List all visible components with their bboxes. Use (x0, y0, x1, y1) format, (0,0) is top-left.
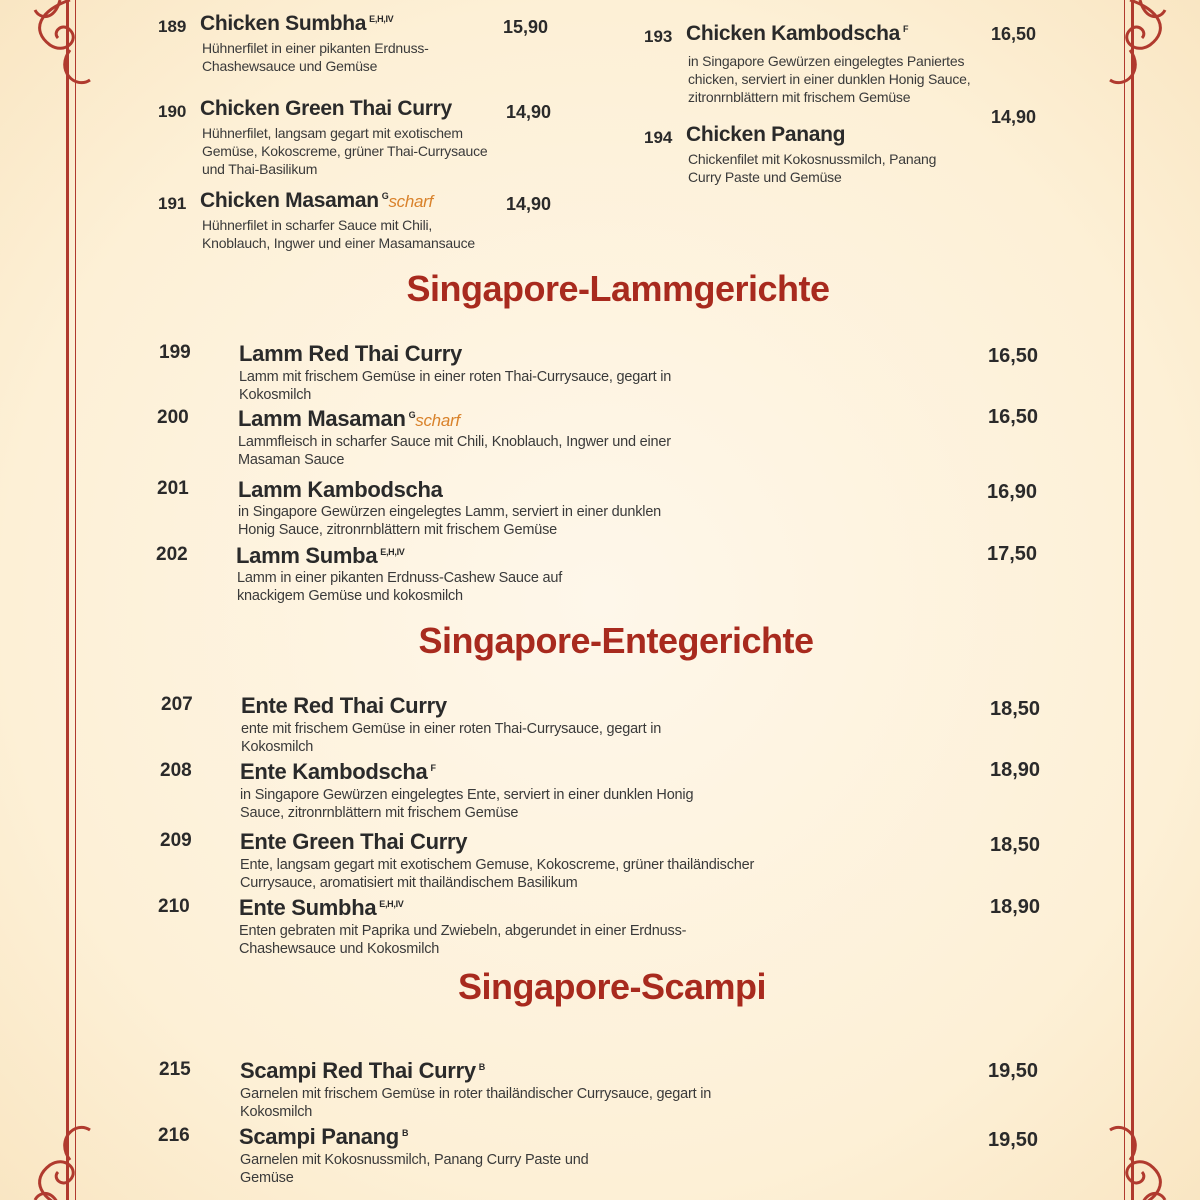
item-name: Chicken Green Thai Curry (200, 97, 452, 120)
right-border (1124, 0, 1134, 1200)
item-price: 14,90 (991, 107, 1037, 127)
item-number: 190 (158, 102, 187, 121)
item-name: Scampi Red Thai Curry $^B$ (240, 1058, 485, 1083)
item-name: Ente Green Thai Curry (240, 829, 468, 854)
ornament-bottom-right-icon (1080, 1100, 1200, 1200)
item-name: Chicken Panang (686, 123, 846, 146)
item-number: 191 (158, 194, 187, 213)
item-name: Chicken Kambodscha $^F$ (686, 22, 909, 45)
item-number: 210 (158, 896, 190, 917)
item-number: 193 (644, 27, 673, 46)
section-title-lamm: Singapore-Lammgerichte (406, 268, 830, 309)
item-description: Hühnerfilet in scharfer Sauce mit Chili, Knoblauch, Ingwer und einer Masamansauce (202, 217, 475, 251)
item-number: 199 (159, 342, 191, 363)
item-description: Garnelen mit Kokosnussmilch, Panang Curry Paste und Gemüse (240, 1152, 589, 1186)
item-number: 216 (158, 1125, 190, 1146)
item-description: Lamm mit frischem Gemüse in einer roten Thai-Currysauce, gegart in Kokosmilch (239, 369, 672, 403)
left-border (66, 0, 76, 1200)
item-description: Enten gebraten mit Paprika und Zwiebeln, abgerundet in einer Erdnuss- Chashewsauce und Kokosmilch (239, 923, 687, 957)
item-name: Ente Red Thai Curry (241, 693, 447, 718)
item-price: 19,50 (988, 1129, 1039, 1151)
item-price: 14,90 (506, 194, 552, 214)
item-description: in Singapore Gewürzen eingelegtes Paniertes chicken, serviert in einer dunklen Honig Sauce, zitronrnblättern mit frischem Gemüse (688, 53, 971, 105)
item-description: Garnelen mit frischem Gemüse in roter thailändischer Currysauce, gegart in Kokosmilch (240, 1086, 712, 1120)
item-description: Hühnerfilet in einer pikanten Erdnuss- Chashewsauce und Gemüse (202, 40, 429, 74)
item-name: Ente Sumbha $^{E,H,IV}$ (239, 895, 404, 920)
item-name: Chicken Sumbha $^{E,H,IV}$ (200, 12, 394, 35)
item-number: 202 (156, 544, 188, 565)
item-description: Ente, langsam gegart mit exotischem Gemuse, Kokoscreme, grüner thailändischer Currysauce, aromatisiert mit thailändischem Basilikum (240, 857, 755, 891)
item-description: Hühnerfilet, langsam gegart mit exotischem Gemüse, Kokoscreme, grüner Thai-Currysauce und Thai-Basilikum (202, 125, 488, 177)
item-description: Chickenfilet mit Kokosnussmilch, Panang Curry Paste und Gemüse (688, 151, 937, 185)
item-number: 201 (157, 478, 189, 499)
item-number: 215 (159, 1059, 191, 1080)
item-number: 200 (157, 407, 189, 428)
item-name: Lamm Red Thai Curry (239, 341, 462, 366)
item-number: 194 (644, 128, 673, 147)
item-description: in Singapore Gewürzen eingelegtes Ente, serviert in einer dunklen Honig Sauce, zitronrnblättern mit frischem Gemüse (240, 787, 694, 821)
item-number: 189 (158, 17, 187, 36)
item-number: 207 (161, 694, 193, 715)
item-number: 208 (160, 760, 192, 781)
item-price: 16,50 (988, 345, 1039, 367)
item-name: Ente Kambodscha $^F$ (240, 759, 436, 784)
ornament-top-right-icon (1080, 0, 1200, 110)
item-price: 18,90 (990, 759, 1041, 781)
item-price: 14,90 (506, 102, 552, 122)
item-description: Lamm in einer pikanten Erdnuss-Cashew Sauce auf knackigem Gemüse und kokosmilch (237, 570, 563, 604)
item-price: 18,50 (990, 834, 1041, 856)
item-price: 18,50 (990, 698, 1041, 720)
item-price: 17,50 (987, 543, 1038, 565)
item-description: ente mit frischem Gemüse in einer roten Thai-Currysauce, gegart in Kokosmilch (241, 721, 662, 755)
item-number: 209 (160, 830, 192, 851)
item-price: 18,90 (990, 896, 1041, 918)
item-name: Lamm Masaman $^G$scharf (238, 406, 460, 431)
item-price: 19,50 (988, 1060, 1039, 1082)
item-name: Lamm Kambodscha (238, 477, 443, 502)
item-price: 15,90 (503, 17, 549, 37)
item-description: Lammfleisch in scharfer Sauce mit Chili, Knoblauch, Ingwer und einer Masaman Sauce (238, 434, 671, 468)
ornament-top-left-icon (0, 0, 120, 110)
item-price: 16,50 (988, 406, 1039, 428)
item-name: Chicken Masaman $^G$scharf (200, 189, 433, 212)
section-title-scampi: Singapore-Scampi (457, 966, 767, 1007)
item-name: Scampi Panang $^B$ (239, 1124, 409, 1149)
item-price: 16,90 (987, 481, 1038, 503)
ornament-bottom-left-icon (0, 1100, 120, 1200)
section-title-ente: Singapore-Entegerichte (418, 620, 814, 661)
item-description: in Singapore Gewürzen eingelegtes Lamm, serviert in einer dunklen Honig Sauce, zitronrnblättern mit frischem Gemüse (238, 504, 662, 538)
item-name: Lamm Sumba $^{E,H,IV}$ (236, 543, 405, 568)
item-price: 16,50 (991, 24, 1037, 44)
